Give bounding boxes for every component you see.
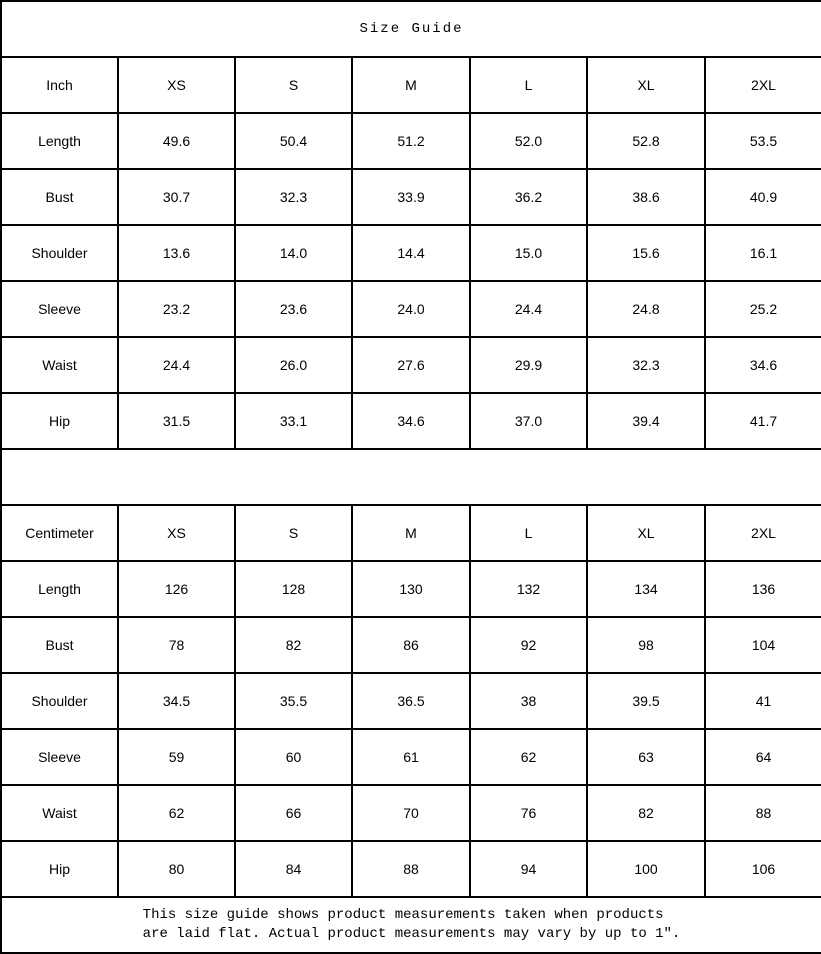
measurement-cell: 53.5 [705,113,821,169]
table-row [1,729,821,785]
title-row [1,1,821,57]
footer-line-2: are laid flat. Actual product measurements may vary by up to 1″. [142,926,681,942]
measurement-cell: 59 [118,729,235,785]
measurement-cell: 29.9 [470,337,587,393]
measurement-cell: 39.5 [587,673,705,729]
table-row [1,561,821,617]
measurement-cell: 38.6 [587,169,705,225]
measurement-cell: 33.9 [352,169,470,225]
row-label: Shoulder [1,673,118,729]
measurement-cell: 94 [470,841,587,897]
measurement-cell: 62 [470,729,587,785]
row-label: Sleeve [1,281,118,337]
measurement-cell: 14.0 [235,225,352,281]
measurement-cell: 26.0 [235,337,352,393]
measurement-cell: 104 [705,617,821,673]
table-row [1,337,821,393]
measurement-cell: 70 [352,785,470,841]
measurement-cell: 30.7 [118,169,235,225]
measurement-cell: 63 [587,729,705,785]
table-row [1,393,821,449]
cm-header-l: L [470,505,587,561]
measurement-cell: 130 [352,561,470,617]
table-row [1,785,821,841]
measurement-cell: 41 [705,673,821,729]
row-label: Length [1,113,118,169]
spacer-row [1,449,821,505]
cm-header-s: S [235,505,352,561]
measurement-cell: 132 [470,561,587,617]
measurement-cell: 128 [235,561,352,617]
measurement-cell: 35.5 [235,673,352,729]
footer-text-block [143,906,681,944]
measurement-cell: 84 [235,841,352,897]
measurement-cell: 38 [470,673,587,729]
measurement-cell: 33.1 [235,393,352,449]
measurement-cell: 66 [235,785,352,841]
cm-unit-header: Centimeter [1,505,118,561]
measurement-cell: 60 [235,729,352,785]
cm-header-row [1,505,821,561]
inch-header-l: L [470,57,587,113]
inch-header-xs: XS [118,57,235,113]
cm-header-m: M [352,505,470,561]
table-row [1,617,821,673]
measurement-cell: 64 [705,729,821,785]
measurement-cell: 82 [235,617,352,673]
measurement-cell: 49.6 [118,113,235,169]
measurement-cell: 16.1 [705,225,821,281]
row-label: Bust [1,617,118,673]
measurement-cell: 61 [352,729,470,785]
table-spacer [1,449,821,505]
measurement-cell: 106 [705,841,821,897]
measurement-cell: 25.2 [705,281,821,337]
cm-header-xl: XL [587,505,705,561]
row-label: Sleeve [1,729,118,785]
measurement-cell: 100 [587,841,705,897]
measurement-cell: 37.0 [470,393,587,449]
measurement-cell: 76 [470,785,587,841]
table-row [1,113,821,169]
measurement-cell: 15.0 [470,225,587,281]
measurement-cell: 24.4 [470,281,587,337]
measurement-cell: 27.6 [352,337,470,393]
footer-row [1,897,821,953]
measurement-cell: 126 [118,561,235,617]
measurement-cell: 80 [118,841,235,897]
measurement-cell: 36.5 [352,673,470,729]
measurement-cell: 88 [352,841,470,897]
measurement-cell: 98 [587,617,705,673]
row-label: Length [1,561,118,617]
measurement-cell: 40.9 [705,169,821,225]
measurement-cell: 86 [352,617,470,673]
measurement-cell: 34.6 [352,393,470,449]
inch-header-xl: XL [587,57,705,113]
table-row [1,281,821,337]
measurement-cell: 62 [118,785,235,841]
inch-header-m: M [352,57,470,113]
cm-header-xs: XS [118,505,235,561]
measurement-cell: 34.5 [118,673,235,729]
measurement-cell: 32.3 [235,169,352,225]
measurement-cell: 36.2 [470,169,587,225]
measurement-cell: 15.6 [587,225,705,281]
measurement-cell: 50.4 [235,113,352,169]
table-row [1,841,821,897]
inch-header-row [1,57,821,113]
measurement-cell: 51.2 [352,113,470,169]
row-label: Waist [1,785,118,841]
measurement-cell: 39.4 [587,393,705,449]
row-label: Hip [1,393,118,449]
measurement-cell: 14.4 [352,225,470,281]
row-label: Shoulder [1,225,118,281]
measurement-cell: 31.5 [118,393,235,449]
measurement-cell: 88 [705,785,821,841]
measurement-cell: 136 [705,561,821,617]
cm-header-2xl: 2XL [705,505,821,561]
measurement-cell: 32.3 [587,337,705,393]
measurement-cell: 24.0 [352,281,470,337]
row-label: Bust [1,169,118,225]
row-label: Waist [1,337,118,393]
inch-unit-header: Inch [1,57,118,113]
table-row [1,673,821,729]
footer-line-1: This size guide shows product measurements taken when products [142,907,664,923]
table-row [1,169,821,225]
measurement-cell: 82 [587,785,705,841]
row-label: Hip [1,841,118,897]
measurement-cell: 13.6 [118,225,235,281]
measurement-cell: 52.8 [587,113,705,169]
measurement-cell: 23.6 [235,281,352,337]
measurement-cell: 52.0 [470,113,587,169]
measurement-cell: 41.7 [705,393,821,449]
measurement-cell: 24.8 [587,281,705,337]
measurement-cell: 23.2 [118,281,235,337]
page-title: Size Guide [1,1,821,57]
measurement-cell: 78 [118,617,235,673]
measurement-cell: 34.6 [705,337,821,393]
measurement-cell: 92 [470,617,587,673]
inch-header-s: S [235,57,352,113]
measurement-cell: 24.4 [118,337,235,393]
footer-note [1,897,821,953]
inch-header-2xl: 2XL [705,57,821,113]
measurement-cell: 134 [587,561,705,617]
table-row [1,225,821,281]
